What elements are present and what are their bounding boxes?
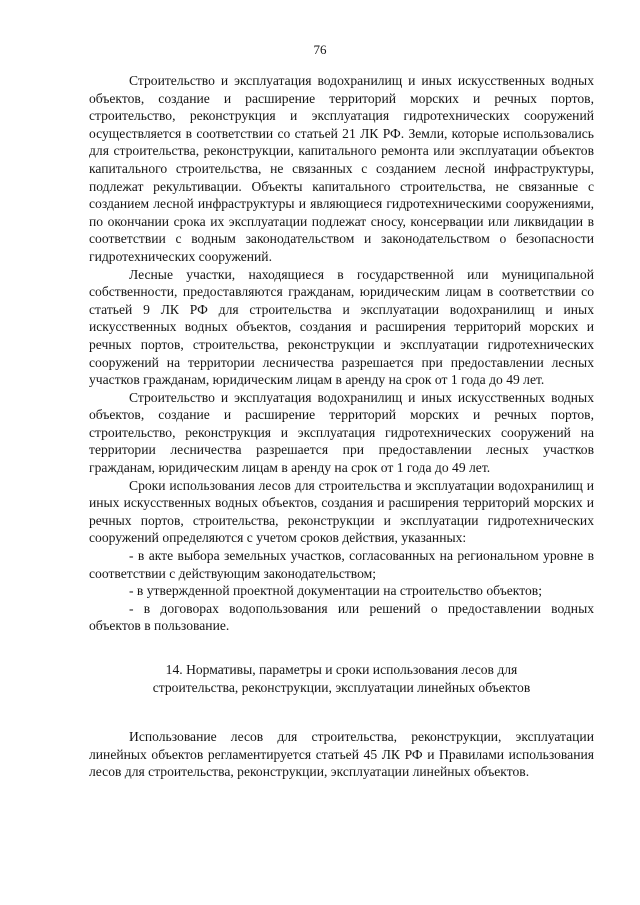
section-heading-line-1: 14. Нормативы, параметры и сроки использования лесов для — [165, 662, 518, 677]
page-number: 76 — [313, 42, 327, 57]
paragraph-forest-plots-provision: Лесные участки, находящиеся в государственной или муниципальной собственности, предоставляются гражданам, юридическим лицам в соответствии со статьей 9 ЛК РФ для строительства и эксплуатации водохранилищ и иных искусственных водных объектов, создания и расширения территорий морских и речных портов, строительства, реконструкции и эксплуатации гидротехнических сооружений на территории лесничества разрешается при предоставлении лесных участков гражданам, юридическим лицам в аренду на срок от 1 года до 49 лет. — [89, 266, 594, 388]
list-item-project-documentation: - в утвержденной проектной документации на строительство объектов; — [129, 583, 542, 599]
paragraph-lease-terms: Строительство и эксплуатация водохранилищ и иных искусственных водных объектов, создание и расширение территорий морских и речных портов, строительство, реконструкция и эксплуатация гидротехнических сооружений на территории лесничества разрешается при предоставлении лесных участков гражданам, юридическим лицам в аренду на срок от 1 года до 49 лет. — [89, 389, 594, 476]
document-body — [89, 72, 594, 781]
list-item-water-use-contracts: - в договорах водопользования или решений о предоставлении водных объектов в пользование. — [89, 600, 594, 634]
section-heading — [89, 661, 594, 697]
list-item-land-selection-act: - в акте выбора земельных участков, согласованных на региональном уровне в соответствии с действующим законодательством; — [89, 548, 594, 581]
section-heading-line-2: строительства, реконструкции, эксплуатации линейных объектов — [152, 680, 531, 695]
paragraph-usage-terms: Сроки использования лесов для строительства и эксплуатации водохранилищ и иных искусственных водных объектов, создания и расширения территорий морских и речных портов, строительства, реконструкции и эксплуатации гидротехнических сооружений определяются с учетом сроков действия, указанных: — [89, 477, 594, 546]
paragraph-construction-reservoirs: Строительство и эксплуатация водохранилищ и иных искусственных водных объектов, создание и расширение территорий морских и речных портов, строительство, реконструкция и эксплуатация гидротехнических сооружений осуществляется в соответствии со статьей 21 ЛК РФ. Земли, которые использовались для строительства, реконструкции, капитального ремонта или эксплуатации объектов капитального строительства, не связанных с созданием лесной инфраструктуры, подлежат рекультивации. Объекты капитального строительства, не связанные с созданием лесной инфраструктуры и являющиеся гидротехническими сооружениями, по окончании срока их эксплуатации подлежат сносу, консервации или ликвидации в соответствии с водным законодательством и законодательством о безопасности гидротехнических сооружений. — [89, 73, 594, 264]
paragraph-linear-objects: Использование лесов для строительства, реконструкции, эксплуатации линейных объектов регламентируется статьей 45 ЛК РФ и Правилами использования лесов для строительства, реконструкции, эксплуатации линейных объектов. — [89, 729, 594, 780]
